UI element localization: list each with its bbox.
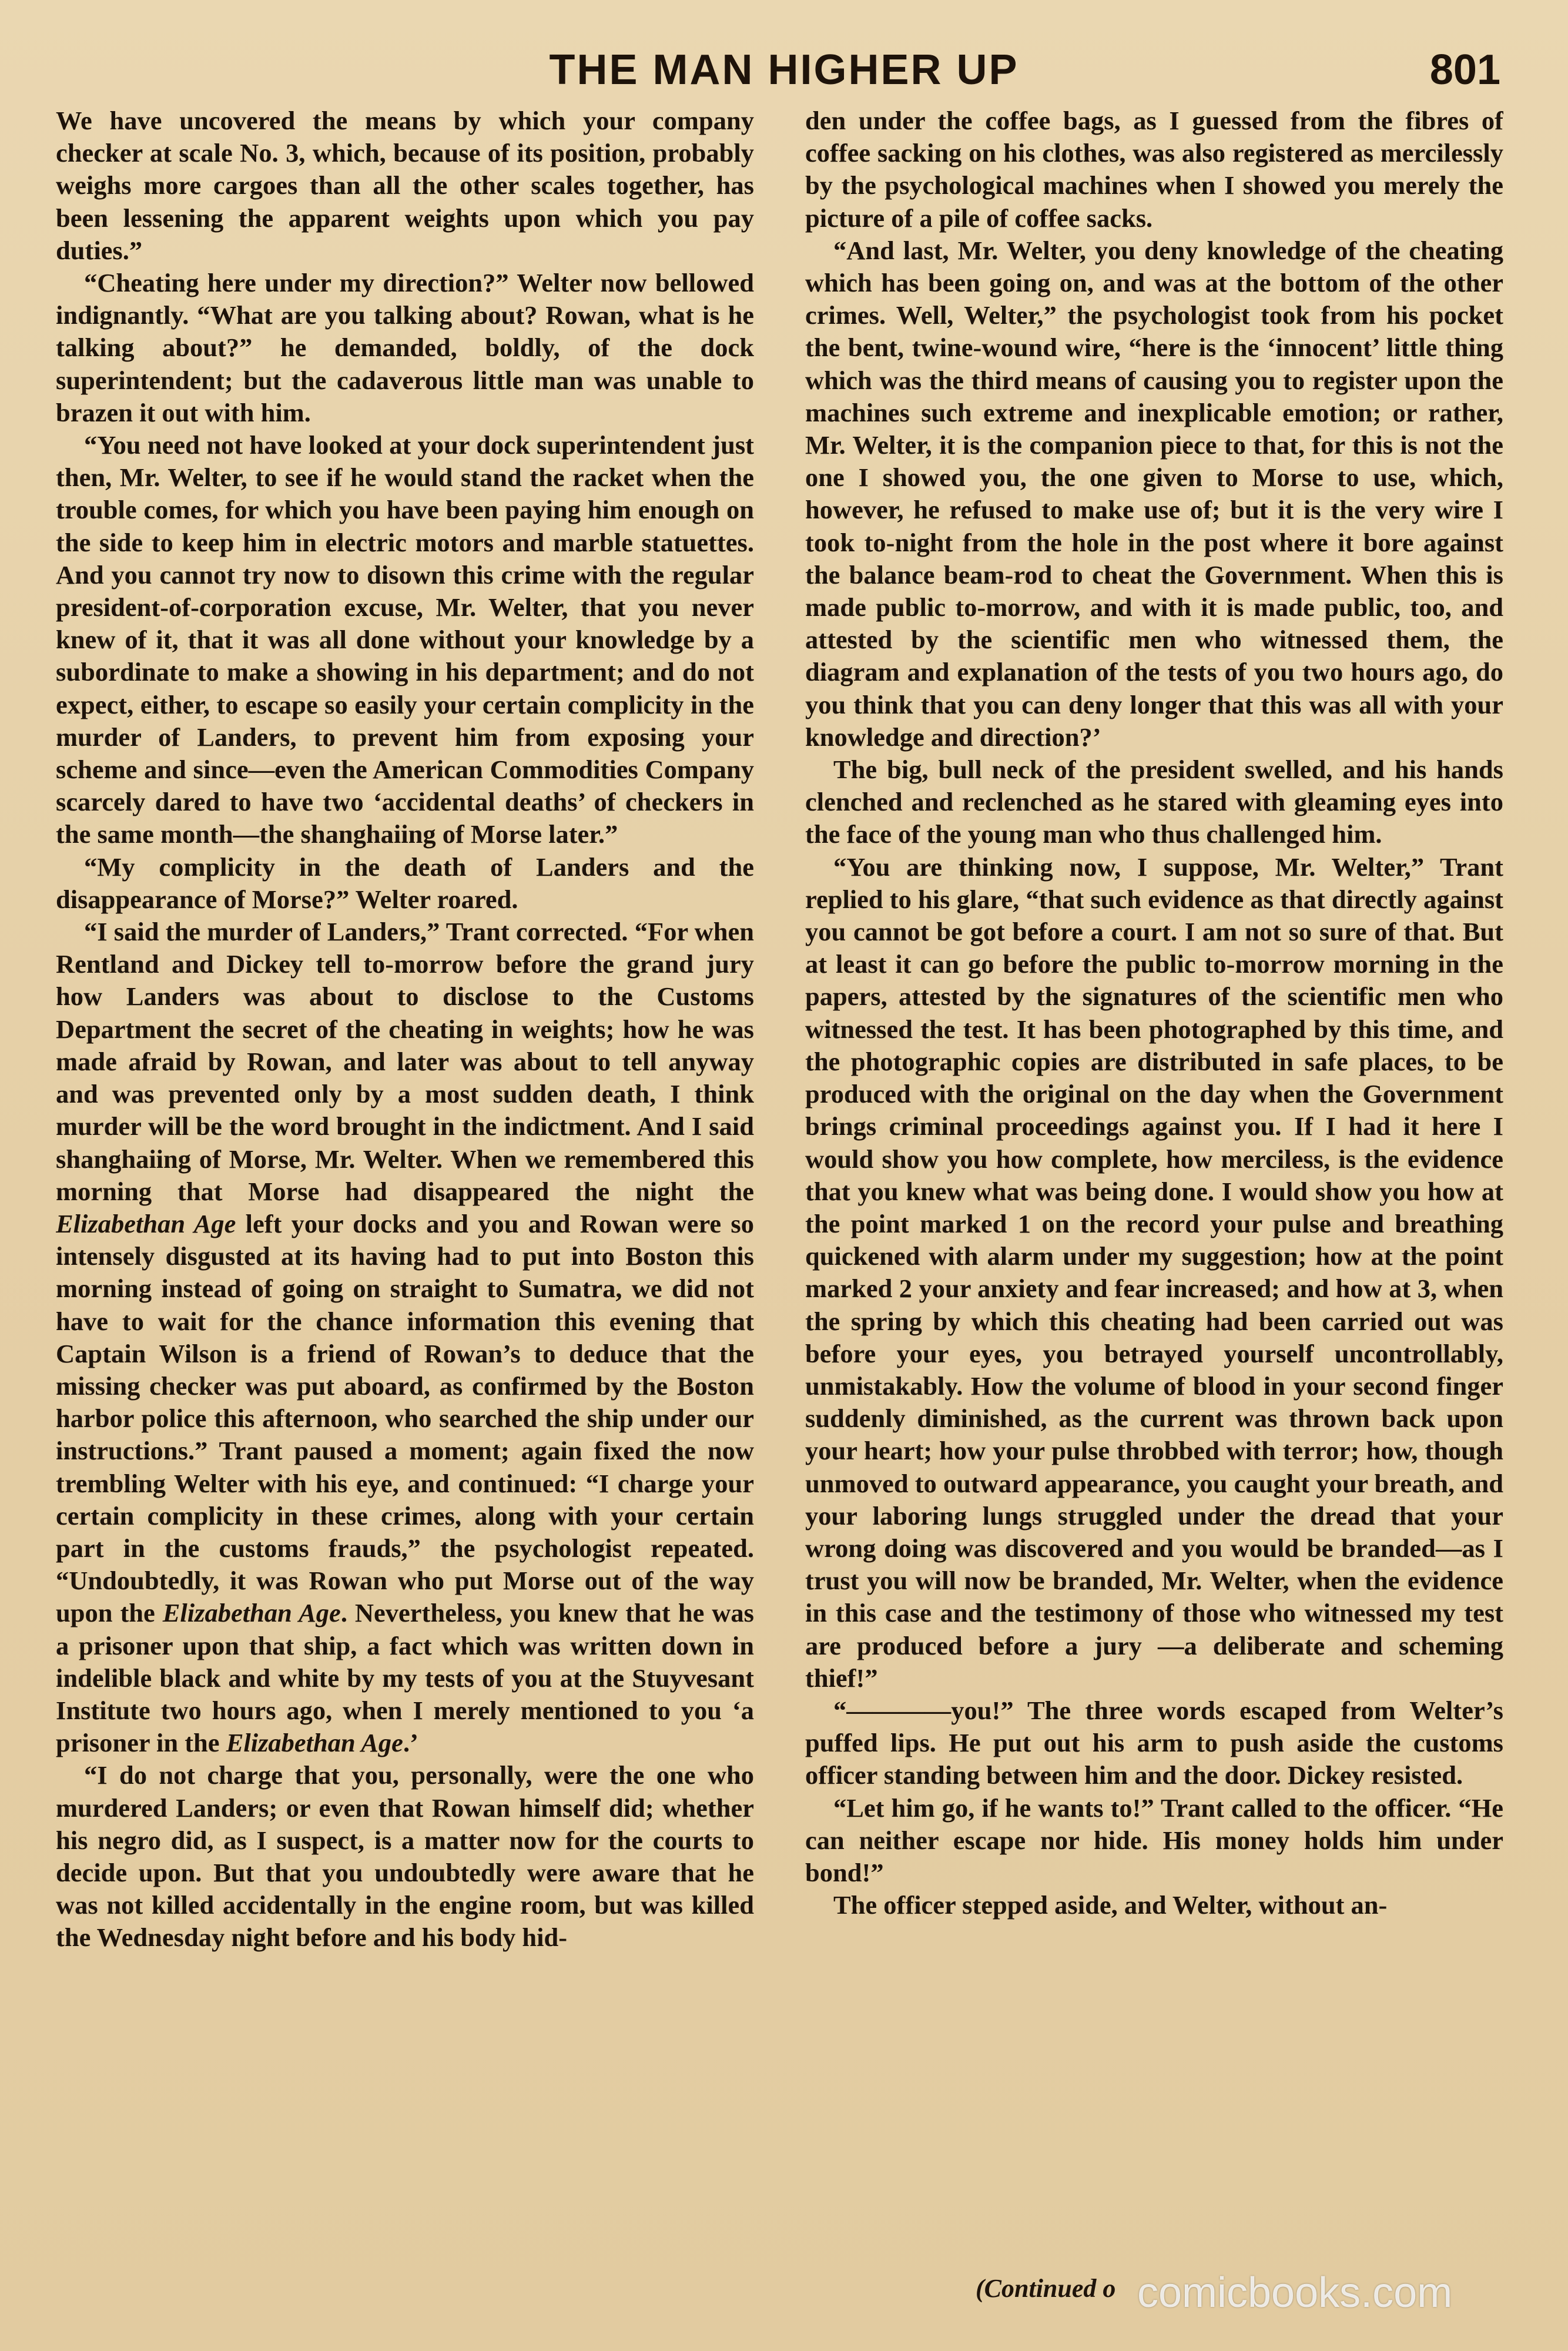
ship-name: Elizabethan Age [162,1598,341,1628]
paragraph: “And last, Mr. Welter, you deny knowledge of the cheating which has been going on, and was at the bottom of the other crimes. Well, Welter,” the psychologist took from his pocket the bent, twine-wound wire, “here is the ‘innocent’ little thing which was the third means of causing you to register upon the machines such extreme and inexplicable emotion; or rather, Mr. Welter, it is the companion piece to that, for this is not the one I showed you, the one given to Morse to use, which, however, he refused to make use of; but it is the very wire I took to-night from the hole in the post where it bore against the balance beam-rod to cheat the Government. When this is made public to-morrow, and with it is made public, too, and attested by the scientific men who witnessed them, the diagram and explanation of the tests of you two hours ago, do you think that you can deny longer that this was all with your knowledge and direction?’ [805,235,1503,752]
paragraph: The big, bull neck of the president swelled, and his hands clenched and reclenched as he stared with gleaming eyes into the face of the young man who thus challenged him. [805,755,1503,849]
running-title: THE MAN HIGHER UP [549,46,1019,93]
paragraph: “You need not have looked at your dock superintendent just then, Mr. Welter, to see if he would stand the racket when the trouble comes, for which you have been paying him enough on the side to keep him in electric motors and marble statuettes. And you cannot try now to disown this crime with the regular president-of-corporation excuse, Mr. Welter, that you never knew of it, that it was all done without your knowledge by a subordinate to make a showing in his department; and do not expect, either, to escape so easily your certain complicity in the murder of Landers, to prevent him from exposing your scheme and since—even the American Commodities Company scarcely dared to have two ‘accidental deaths’ of checkers in the same month—the shanghaiing of Morse later.” [56,430,754,849]
site-watermark: comicbooks.com [1137,2269,1453,2316]
page-number: 801 [1429,46,1500,93]
paragraph: den under the coffee bags, as I guessed from the fibres of coffee sacking on his clothes, was also registered as mercilessly by the psychological machines when I showed you merely the picture of a pile of coffee sacks. [805,106,1503,233]
paragraph: “You are thinking now, I suppose, Mr. Welter,” Trant replied to his glare, “that such evidence as that directly against you cannot be got before a court. I am not so sure of that. But at least it can go before the public to-morrow morning in the papers, attested by the signatures of the scientific men who witnessed the test. It has been photographed by this time, and the photographic copies are distributed in safe places, to be produced with the original on the day when the Government brings criminal proceedings against you. If I had it here I would show you how complete, how merciless, is the evidence that you knew what was being done. I would show you how at the point marked 1 on the record your pulse and breathing quickened with alarm under my suggestion; how at the point marked 2 your anxiety and fear increased; and how at 3, when the spring by which this cheating had been carried out was before your eyes, you betrayed yourself uncontrollably, unmistakably. How the volume of blood in your second finger suddenly diminished, as the current was thrown back upon your heart; how your pulse throbbed with terror; how, though unmoved to outward appearance, you caught your breath, and your laboring lungs struggled under the dread that your wrong doing was discovered and you would be branded—as I trust you will now be branded, Mr. Welter, when the evidence in this case and the testimony of those who witnessed my test are produced before a jury —a deliberate and scheming thief!” [805,852,1503,1693]
continued-note: (Continued o [976,2274,1116,2303]
left-text-column [56,105,754,2326]
paragraph: “————you!” The three words escaped from Welter’s puffed lips. He put out his arm to push aside the customs officer standing between him and the door. Dickey resisted. [805,1695,1503,1790]
ship-name: Elizabethan Age [226,1728,403,1758]
paragraph: “I do not charge that you, personally, were the one who murdered Landers; or even that Rowan himself did; whether his negro did, as I suspect, is a matter now for the courts to decide upon. But that you undoubtedly were aware that he was not killed accidentally in the engine room, but was killed the Wednesday night before and his body hid- [56,1760,754,1953]
paragraph: “Let him go, if he wants to!” Trant called to the officer. “He can neither escape nor hide. His money holds him under bond!” [805,1793,1503,1887]
paragraph: We have uncovered the means by which your company checker at scale No. 3, which, because of its position, probably weighs more cargoes than all the other scales together, has been lessening the apparent weights upon which you pay duties.” [56,106,754,265]
paragraph: “I said the murder of Landers,” Trant corrected. “For when Rentland and Dickey tell to-morrow before the grand jury how Landers was about to disclose to the Customs Department the secret of the cheating in weights; how he was made afraid by Rowan, and later was about to tell anyway and was prevented only by a most sudden death, I think murder will be the word brought in the indictment. And I said shanghaiing of Morse, Mr. Welter. When we remembered this morning that Morse had disappeared the night the Elizabethan Age left your docks and you and Rowan were so intensely disgusted at its having had to put into Boston this morning instead of going on straight to Sumatra, we did not have to wait for the chance information this evening that Captain Wilson is a friend of Rowan’s to deduce that the missing checker was put aboard, as confirmed by the Boston harbor police this afternoon, who searched the ship under our instructions.” Trant paused a moment; again fixed the now trembling Welter with his eye, and continued: “I charge your certain complicity in these crimes, along with your certain part in the customs frauds,” the psychologist repeated. “Undoubtedly, it was Rowan who put Morse out of the way upon the Elizabethan Age. Nevertheless, you knew that he was a prisoner upon that ship, a fact which was written down in indelible black and white by my tests of you at the Stuyvesant Institute two hours ago, when I merely mentioned to you ‘a prisoner in the Elizabethan Age.’ [56,917,754,1758]
paragraph: The officer stepped aside, and Welter, without an- [833,1890,1388,1920]
page-header [56,35,1512,106]
ship-name: Elizabethan Age [56,1208,236,1238]
right-text-column [805,105,1503,2326]
paragraph: “Cheating here under my direction?” Welter now bellowed indignantly. “What are you talking about? Rowan, what is he talking about?” he demanded, boldly, of the dock superintendent; but the cadaverous little man was unable to brazen it out with him. [56,268,754,427]
paragraph: “My complicity in the death of Landers and the disappearance of Morse?” Welter roared. [56,852,754,914]
